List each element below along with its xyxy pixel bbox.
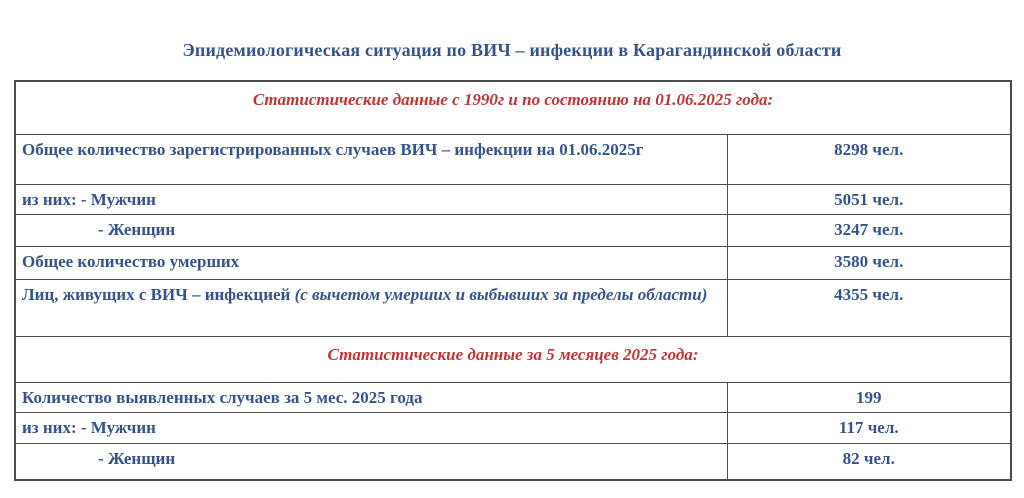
table-row — [15, 336, 1011, 382]
page-title: Эпидемиологическая ситуация по ВИЧ – инфекции в Карагандинской области — [182, 40, 842, 60]
table-row — [15, 246, 1011, 279]
row-label-detected-5months: Количество выявленных случаев за 5 мес. 2025 года — [15, 382, 727, 412]
row-label-men: из них: - Мужчин — [15, 184, 727, 214]
row-label-total-registered: Общее количество зарегистрированных случаев ВИЧ – инфекции на 01.06.2025г — [15, 134, 727, 184]
table-row — [15, 443, 1011, 480]
row-value-living-with-hiv: 4355 чел. — [727, 279, 1011, 336]
row-label-living-with-hiv-main: Лиц, живущих с ВИЧ – инфекцией — [22, 284, 295, 304]
row-value-total-deceased: 3580 чел. — [727, 246, 1011, 279]
row-label-total-deceased: Общее количество умерших — [15, 246, 727, 279]
row-value-total-registered: 8298 чел. — [727, 134, 1011, 184]
table-row — [15, 184, 1011, 214]
table-row — [15, 382, 1011, 412]
row-value-women-5months: 82 чел. — [727, 443, 1011, 480]
statistics-table — [14, 80, 1012, 481]
table-row — [15, 412, 1011, 443]
table-row — [15, 81, 1011, 134]
row-label-living-with-hiv-note: (с вычетом умерших и выбывших за пределы области) — [294, 284, 708, 304]
section-1-header: Статистические данные с 1990г и по состоянию на 01.06.2025 года: — [15, 81, 1011, 134]
row-label-women-5months: - Женщин — [15, 443, 727, 480]
row-value-women: 3247 чел. — [727, 214, 1011, 246]
row-label-men-5months: из них: - Мужчин — [15, 412, 727, 443]
table-row — [15, 134, 1011, 184]
row-value-men: 5051 чел. — [727, 184, 1011, 214]
row-value-men-5months: 117 чел. — [727, 412, 1011, 443]
row-label-living-with-hiv — [15, 279, 727, 336]
table-row — [15, 279, 1011, 336]
section-2-header: Статистические данные за 5 месяцев 2025 года: — [15, 336, 1011, 382]
row-label-women: - Женщин — [15, 214, 727, 246]
row-value-detected-5months: 199 — [727, 382, 1011, 412]
table-row — [15, 214, 1011, 246]
